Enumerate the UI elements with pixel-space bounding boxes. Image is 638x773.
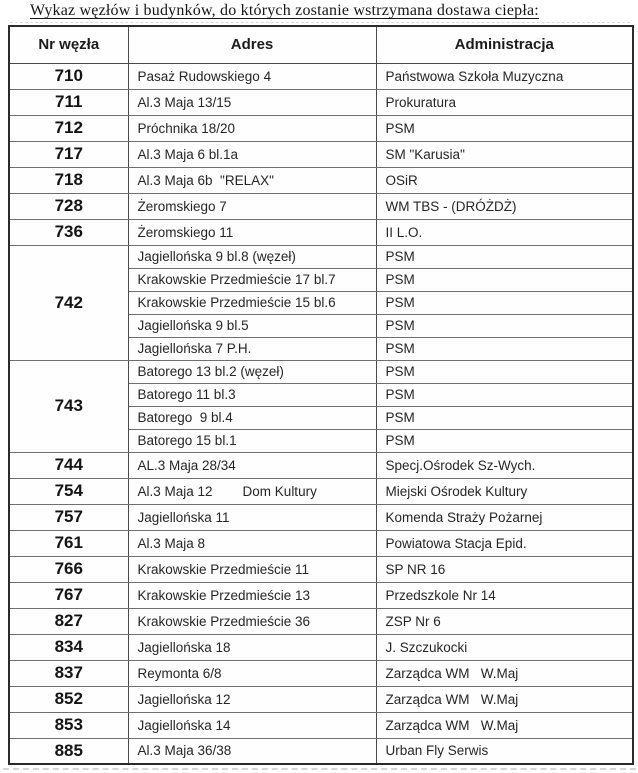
node-number-cell: 834	[9, 634, 128, 660]
node-number-cell: 757	[9, 504, 128, 530]
table-row	[9, 634, 633, 660]
administration-cell: Zarządca WM W.Maj	[376, 686, 633, 712]
header-row	[9, 26, 633, 63]
node-number-cell: 718	[9, 167, 128, 193]
address-cell: Jagiellońska 14	[128, 712, 376, 738]
address-cell: Jagiellońska 18	[128, 634, 376, 660]
table-row	[9, 478, 633, 504]
address-cell: Al.3 Maja 8	[128, 530, 376, 556]
col-header-address: Adres	[128, 26, 376, 63]
address-cell: Batorego 9 bl.4	[128, 406, 376, 429]
node-number-cell: 885	[9, 738, 128, 764]
address-cell: Batorego 11 bl.3	[128, 383, 376, 406]
table-header	[9, 26, 633, 63]
administration-cell: PSM	[376, 360, 633, 383]
table-row	[9, 193, 633, 219]
administration-cell: Państwowa Szkoła Muzyczna	[376, 63, 633, 89]
node-number-cell: 853	[9, 712, 128, 738]
administration-cell: Powiatowa Stacja Epid.	[376, 530, 633, 556]
address-cell: Krakowskie Przedmieście 11	[128, 556, 376, 582]
address-cell: Żeromskiego 7	[128, 193, 376, 219]
table-row	[9, 686, 633, 712]
node-number-cell: 767	[9, 582, 128, 608]
table-row	[9, 660, 633, 686]
table-row	[9, 608, 633, 634]
table-row	[9, 167, 633, 193]
administration-cell: Komenda Straży Pożarnej	[376, 504, 633, 530]
address-cell: Al.3 Maja 36/38	[128, 738, 376, 764]
address-cell: Batorego 15 bl.1	[128, 429, 376, 452]
node-number-cell: 711	[9, 89, 128, 115]
administration-cell: PSM	[376, 429, 633, 452]
node-number-cell: 717	[9, 141, 128, 167]
table-row	[9, 582, 633, 608]
table-row	[9, 530, 633, 556]
node-number-cell: 754	[9, 478, 128, 504]
address-cell: Żeromskiego 11	[128, 219, 376, 245]
administration-cell: PSM	[376, 383, 633, 406]
administration-cell: ZSP Nr 6	[376, 608, 633, 634]
administration-cell: J. Szczukocki	[376, 634, 633, 660]
table-row	[9, 360, 633, 383]
col-header-node-number: Nr węzła	[9, 26, 128, 63]
table-row	[9, 89, 633, 115]
node-number-cell: 744	[9, 452, 128, 478]
address-cell: Al.3 Maja 12 Dom Kultury	[128, 478, 376, 504]
table-row	[9, 245, 633, 268]
administration-cell: PSM	[376, 291, 633, 314]
address-cell: Krakowskie Przedmieście 17 bl.7	[128, 268, 376, 291]
scan-artifact-line-bottom	[3, 768, 636, 770]
administration-cell: WM TBS - (DRÓŻDŻ)	[376, 193, 633, 219]
node-number-cell: 766	[9, 556, 128, 582]
administration-cell: PSM	[376, 337, 633, 360]
table-body	[9, 63, 633, 764]
administration-cell: PSM	[376, 406, 633, 429]
node-number-cell: 742	[9, 245, 128, 360]
node-number-cell: 710	[9, 63, 128, 89]
administration-cell: II L.O.	[376, 219, 633, 245]
node-number-cell: 852	[9, 686, 128, 712]
address-cell: Krakowskie Przedmieście 13	[128, 582, 376, 608]
table-row	[9, 141, 633, 167]
address-cell: Jagiellońska 9 bl.5	[128, 314, 376, 337]
administration-cell: PSM	[376, 314, 633, 337]
address-cell: Al.3 Maja 6 bl.1a	[128, 141, 376, 167]
node-number-cell: 728	[9, 193, 128, 219]
administration-cell: Przedszkole Nr 14	[376, 582, 633, 608]
table-row	[9, 63, 633, 89]
address-cell: Jagiellońska 9 bl.8 (węzeł)	[128, 245, 376, 268]
administration-cell: PSM	[376, 245, 633, 268]
address-cell: Pasaż Rudowskiego 4	[128, 63, 376, 89]
address-cell: Al.3 Maja 13/15	[128, 89, 376, 115]
table-row	[9, 504, 633, 530]
table-row	[9, 219, 633, 245]
table-row	[9, 115, 633, 141]
address-cell: Al.3 Maja 6b "RELAX"	[128, 167, 376, 193]
heat-supply-table	[8, 25, 634, 765]
node-number-cell: 827	[9, 608, 128, 634]
address-cell: Krakowskie Przedmieście 36	[128, 608, 376, 634]
administration-cell: Zarządca WM W.Maj	[376, 660, 633, 686]
address-cell: Krakowskie Przedmieście 15 bl.6	[128, 291, 376, 314]
administration-cell: Miejski Ośrodek Kultury	[376, 478, 633, 504]
node-number-cell: 743	[9, 360, 128, 452]
table-row	[9, 452, 633, 478]
document-title: Wykaz węzłów i budynków, do których zostanie wstrzymana dostawa ciepła:	[30, 2, 539, 19]
table-row	[9, 738, 633, 764]
node-number-cell: 837	[9, 660, 128, 686]
table-row	[9, 712, 633, 738]
administration-cell: SM "Karusia"	[376, 141, 633, 167]
address-cell: Batorego 13 bl.2 (węzeł)	[128, 360, 376, 383]
administration-cell: OSiR	[376, 167, 633, 193]
administration-cell: PSM	[376, 268, 633, 291]
administration-cell: Prokuratura	[376, 89, 633, 115]
table-row	[9, 556, 633, 582]
administration-cell: Urban Fly Serwis	[376, 738, 633, 764]
administration-cell: SP NR 16	[376, 556, 633, 582]
address-cell: AL.3 Maja 28/34	[128, 452, 376, 478]
col-header-administration: Administracja	[376, 26, 633, 63]
address-cell: Jagiellońska 7 P.H.	[128, 337, 376, 360]
administration-cell: Specj.Ośrodek Sz-Wych.	[376, 452, 633, 478]
administration-cell: Zarządca WM W.Maj	[376, 712, 633, 738]
administration-cell: PSM	[376, 115, 633, 141]
node-number-cell: 736	[9, 219, 128, 245]
address-cell: Próchnika 18/20	[128, 115, 376, 141]
node-number-cell: 761	[9, 530, 128, 556]
scan-artifact-line-top	[10, 22, 630, 23]
address-cell: Reymonta 6/8	[128, 660, 376, 686]
address-cell: Jagiellońska 12	[128, 686, 376, 712]
node-number-cell: 712	[9, 115, 128, 141]
address-cell: Jagiellońska 11	[128, 504, 376, 530]
